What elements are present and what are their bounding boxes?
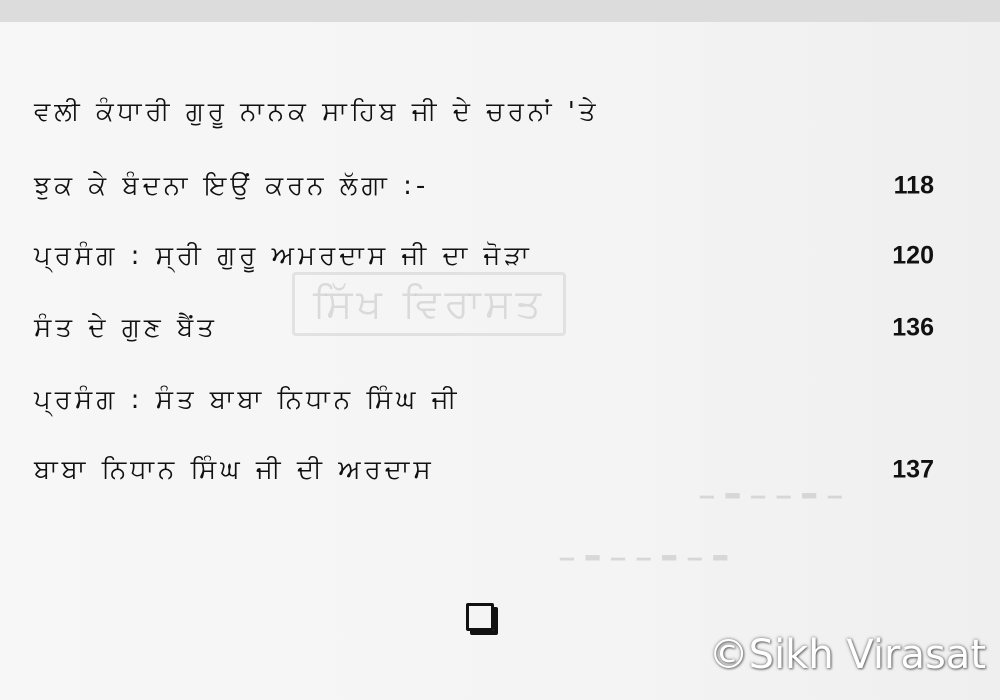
toc-entry-title: ਵਲੀ ਕੰਧਾਰੀ ਗੁਰੂ ਨਾਨਕ ਸਾਹਿਬ ਜੀ ਦੇ ਚਰਨਾਂ 'ਤੇ [34,96,600,127]
toc-entry [34,234,934,278]
toc-entry [34,448,934,492]
toc-entry-page: 136 [892,313,934,342]
watermark-center: ਸਿੱਖ ਵਿਰਾਸਤ [292,272,566,336]
toc-entry-title: ਬਾਬਾ ਨਿਧਾਨ ਸਿੰਘ ਜੀ ਦੀ ਅਰਦਾਸ [34,454,435,485]
bleed-through-text: ▁ ▂ ▁ ▁ ▂ ▁ ▂ [560,540,731,561]
toc-entry [34,306,934,350]
toc-entry-title: ਪ੍ਰਸੰਗ : ਸੰਤ ਬਾਬਾ ਨਿਧਾਨ ਸਿੰਘ ਜੀ [34,384,461,415]
page-top-shadow [0,0,1000,22]
toc-entry [34,378,934,422]
toc-entry-page: 120 [892,241,934,270]
toc-entry-title: ਪ੍ਰਸੰਗ : ਸ੍ਰੀ ਗੁਰੂ ਅਮਰਦਾਸ ਜੀ ਦਾ ਜੋੜਾ [34,240,533,271]
toc-entry-page: 118 [893,171,934,200]
watermark-corner: ©Sikh Virasat [708,632,986,678]
section-end-box-icon [466,603,494,631]
toc-entry [34,164,934,208]
toc-entry [34,90,934,134]
bleed-through-text: ▁ ▂ ▁ ▁ ▂ ▁ [700,478,845,499]
toc-entry-page: 137 [892,455,934,484]
toc-entry-title: ਸੰਤ ਦੇ ਗੁਣ ਬੈਂਤ [34,312,218,343]
toc-entry-title: ਝੁਕ ਕੇ ਬੰਦਨਾ ਇਉਂ ਕਰਨ ਲੱਗਾ :- [34,170,430,201]
